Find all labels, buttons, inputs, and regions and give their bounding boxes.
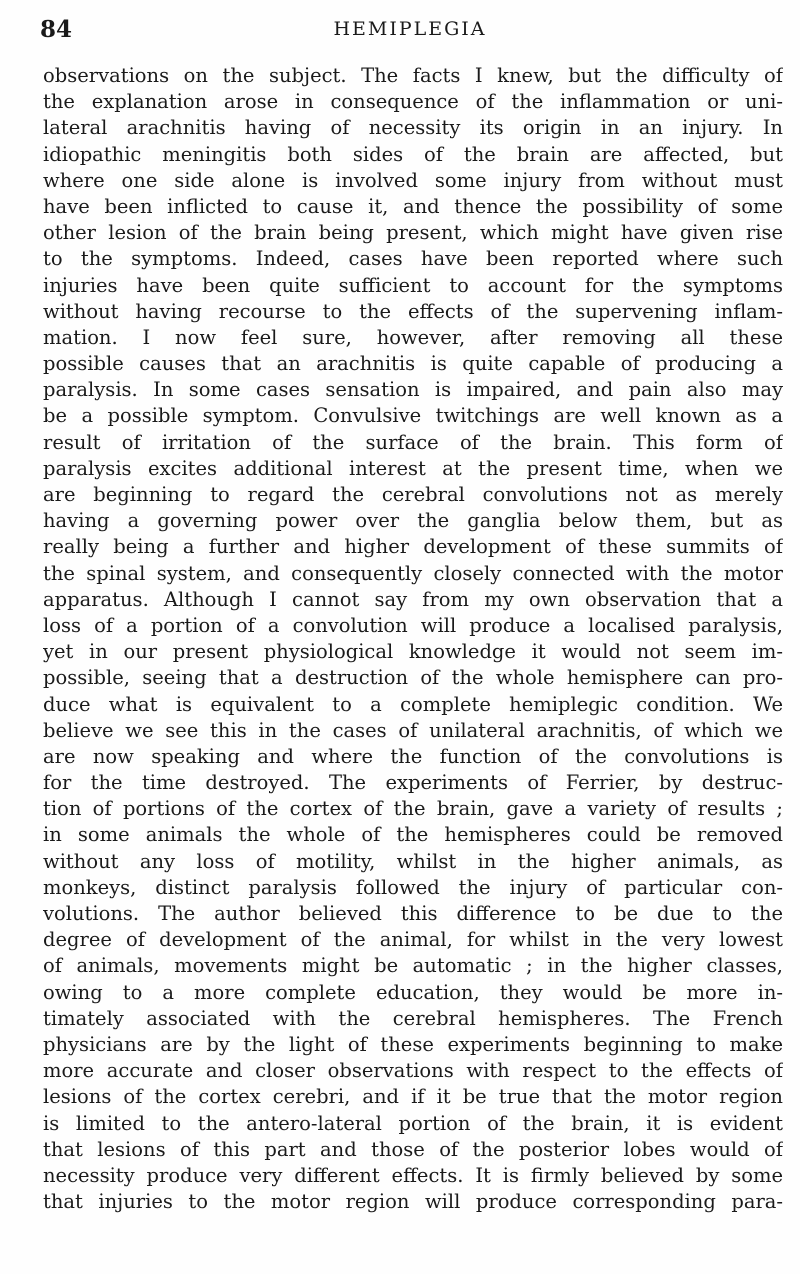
text-line: having a governing power over the ganglia below them, but as [43, 509, 783, 533]
text-line: duce what is equivalent to a complete hemiplegic condition. We [43, 692, 783, 716]
text-line: apparatus. Although I cannot say from my own observation that a [43, 587, 783, 611]
text-line: are now speaking and where the function of the convolutions is [43, 744, 783, 768]
text-line: for the time destroyed. The experiments of Ferrier, by destruc- [43, 771, 783, 795]
text-line: have been inflicted to cause it, and thence the possibility of some [43, 194, 783, 218]
text-line: possible, seeing that a destruction of the whole hemisphere can pro- [43, 666, 783, 690]
text-line: in some animals the whole of the hemispheres could be removed [43, 823, 783, 847]
text-line: paralysis excites additional interest at the present time, when we [43, 456, 783, 480]
text-line: is limited to the antero-lateral portion of the brain, it is evident [43, 1111, 783, 1135]
text-line: observations on the subject. The facts I knew, but the difficulty of [43, 64, 783, 87]
text-line: the spinal system, and consequently closely connected with the motor [43, 561, 783, 585]
text-line: of animals, movements might be automatic ; in the higher classes, [43, 954, 783, 978]
text-line: necessity produce very different effects. It is firmly believed by some [43, 1163, 783, 1187]
text-line: degree of development of the animal, for whilst in the very lowest [43, 928, 783, 952]
text-line: believe we see this in the cases of unilateral arachnitis, of which we [43, 718, 783, 742]
text-line: timately associated with the cerebral hemispheres. The French [43, 1006, 783, 1030]
text-line: to the symptoms. Indeed, cases have been reported where such [43, 247, 783, 271]
text-line: yet in our present physiological knowledge it would not seem im- [43, 640, 783, 664]
text-line: result of irritation of the surface of the brain. This form of [43, 430, 783, 454]
text-line: physicians are by the light of these experiments beginning to make [43, 1032, 783, 1056]
text-line: possible causes that an arachnitis is quite capable of producing a [43, 352, 783, 376]
text-line: injuries have been quite sufficient to account for the symptoms [43, 273, 783, 297]
text-line: that injuries to the motor region will produce corresponding para- [43, 1190, 783, 1214]
text-line: more accurate and closer observations with respect to the effects of [43, 1059, 783, 1083]
text-line: where one side alone is involved some injury from without must [43, 168, 783, 192]
text-line: the explanation arose in consequence of the inflammation or uni- [43, 90, 783, 114]
running-head: HEMIPLEGIA [333, 18, 487, 40]
body-text [43, 63, 783, 1215]
text-line: without any loss of motility, whilst in the higher animals, as [43, 849, 783, 873]
text-line: that lesions of this part and those of the posterior lobes would of [43, 1137, 783, 1161]
text-line: lesions of the cortex cerebri, and if it be true that the motor region [43, 1085, 783, 1109]
text-line: other lesion of the brain being present, which might have given rise [43, 221, 783, 245]
text-line: lateral arachnitis having of necessity its origin in an injury. In [43, 116, 783, 140]
text-line: loss of a portion of a convolution will produce a localised paralysis, [43, 613, 783, 637]
text-line: are beginning to regard the cerebral convolutions not as merely [43, 483, 783, 506]
text-line: mation. I now feel sure, however, after removing all these [43, 325, 783, 349]
text-line: idiopathic meningitis both sides of the brain are affected, but [43, 142, 783, 166]
text-line: owing to a more complete education, they would be more in- [43, 980, 783, 1004]
text-line: paralysis. In some cases sensation is impaired, and pain also may [43, 378, 783, 402]
text-line: be a possible symptom. Convulsive twitchings are well known as a [43, 404, 783, 428]
text-line: volutions. The author believed this difference to be due to the [43, 902, 783, 925]
page-header [40, 8, 780, 48]
page-number: 84 [40, 16, 73, 43]
text-line: monkeys, distinct paralysis followed the injury of particular con- [43, 875, 783, 899]
text-line: really being a further and higher development of these summits of [43, 535, 783, 559]
text-line: tion of portions of the cortex of the brain, gave a variety of results ; [43, 797, 783, 821]
text-line: without having recourse to the effects of the supervening inflam- [43, 299, 783, 323]
